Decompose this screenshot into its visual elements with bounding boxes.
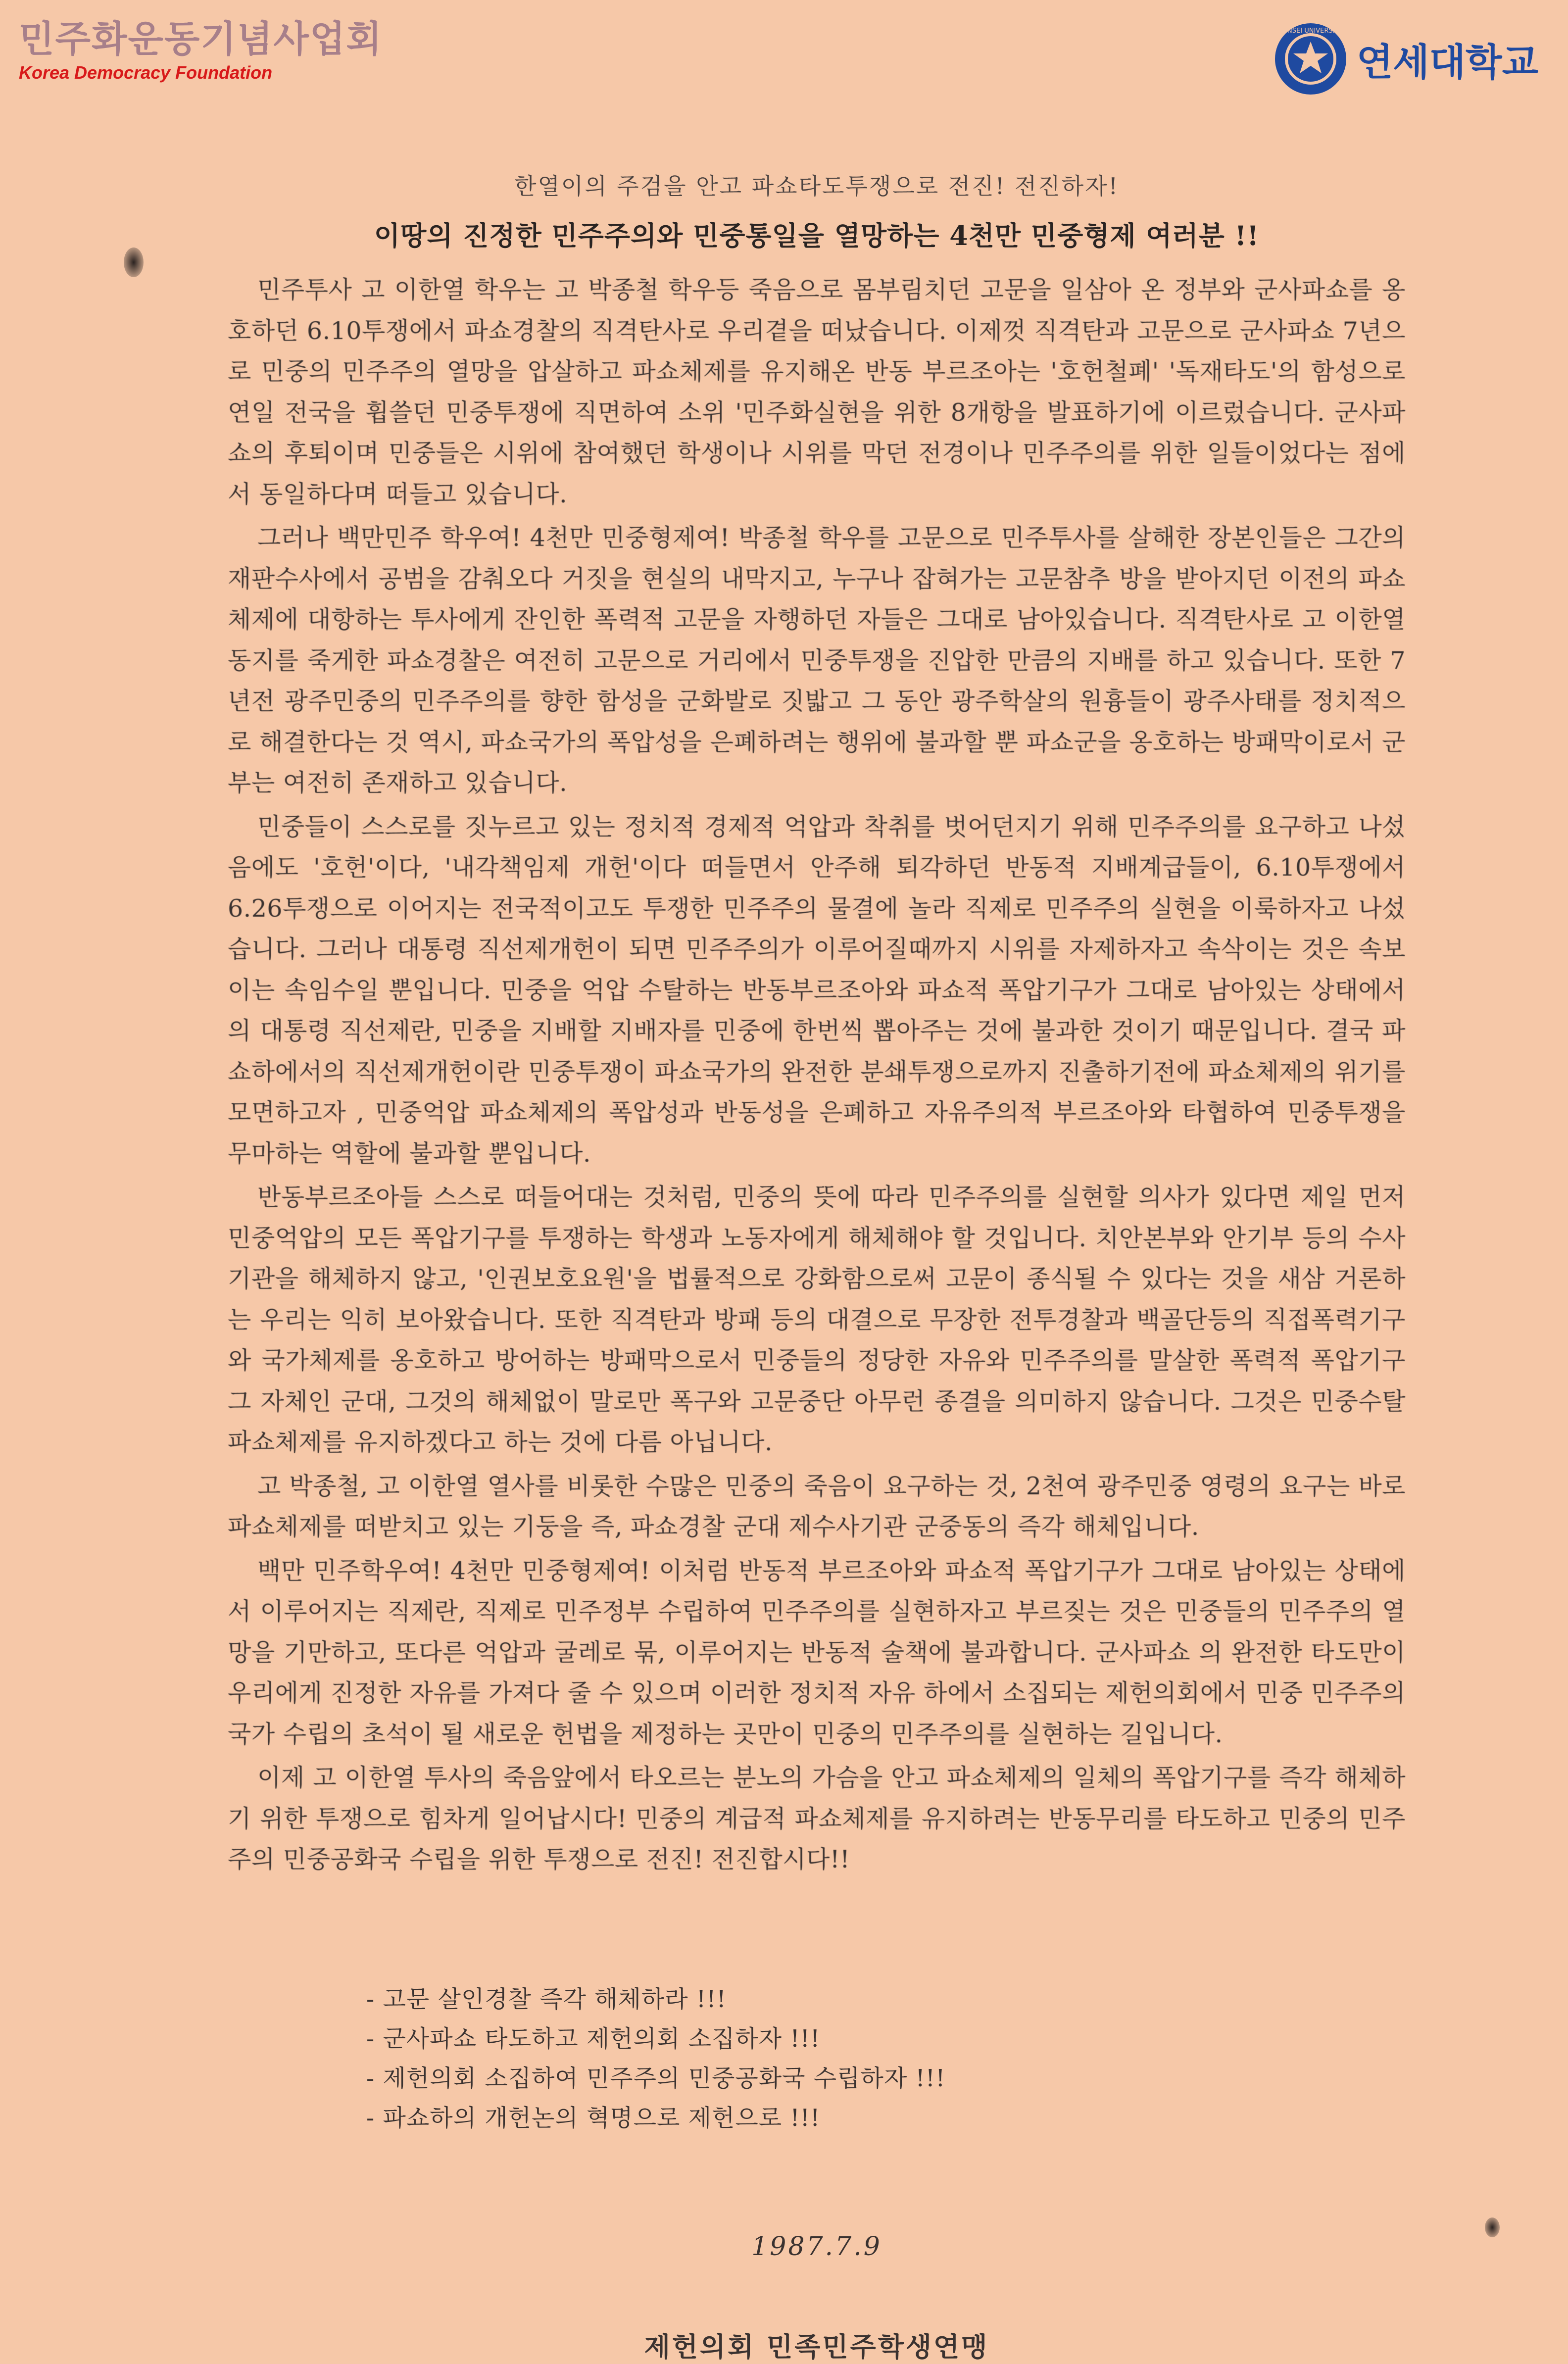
demand-item: - 제헌의회 소집하여 민주주의 민중공화국 수립하자 !!! — [366, 2064, 946, 2092]
foundation-name-korean: 민주화운동기념사업회 — [19, 18, 383, 60]
paragraph: 백만 민주학우여! 4천만 민중형제여! 이처럼 반동적 부르조아와 파쇼적 폭압기구가 그대로 남아있는 상태에서 이루어지는 직제란, 직제로 민주정부 수립하여 민주주의를 실현하자고 부르짖는 것은 민중들의 민주주의 열망을 기만하고, 또다른 억압과 굴레로 묶, 이루어지는 반동적 술책에 불과합니다. 군사파쇼 의 완전한 타도만이 우리에게 진정한 자유를 가져다 줄 수 있으며 이러한 정치적 자유 하에서 소집되는 제헌의회에서 민중 민주주의국가 수립의 초석이 될 새로운 헌법을 제정하는 곳만이 민중의 민주주의를 실현하는 길입니다. — [228, 1556, 1406, 1748]
university-seal-icon — [1274, 22, 1348, 96]
paragraph: 반동부르조아들 스스로 떠들어대는 것처럼, 민중의 뜻에 따라 민주주의를 실현할 의사가 있다면 제일 먼저 민중억압의 모든 폭압기구를 투쟁하는 학생과 노동자에게 해체해야 할 것입니다. 치안본부와 안기부 등의 수사기관을 해체하지 않고, '인권보호요원'을 법률적으로 강화함으로써 고문이 종식될 수 있다는 것을 새삼 거론하는 우리는 익히 보아왔습니다. 또한 직격탄과 방패 등의 대결으로 무장한 전투경찰과 백골단등의 직접폭력기구 와 국가체제를 옹호하고 방어하는 방패막으로서 민중들의 정당한 자유와 민주주의를 말살한 폭력적 폭압기구 그 자체인 군대, 그것의 해체없이 말로만 폭구와 고문중단 아무런 종결을 의미하지 않습니다. 그것은 민중수탈 파쇼체제를 유지하겠다고 하는 것에 다름 아닙니다. — [228, 1183, 1406, 1456]
leaflet-body — [228, 168, 1406, 2364]
leaflet-headline: 이땅의 진정한 민주주의와 민중통일을 열망하는 4천만 민중형제 여러분 !! — [374, 220, 1260, 251]
ink-smudge — [1485, 2217, 1500, 2237]
paragraph: 이제 고 이한열 투사의 죽음앞에서 타오르는 분노의 가슴을 안고 파쇼체제의 일체의 폭압기구를 즉각 해체하기 위한 투쟁으로 힘차게 일어납시다! 민중의 계급적 파쇼체제를 유지하려는 반동무리를 타도하고 민중의 민주주의 민중공화국 수립을 위한 투쟁으로 전진! 전진합시다!! — [228, 1764, 1406, 1873]
leaflet-slogan: 한열이의 주검을 안고 파쇼타도투쟁으로 전진! 전진하자! — [514, 173, 1120, 199]
university-name: 연세대학교 — [1356, 40, 1538, 84]
paragraph: 민중들이 스스로를 짓누르고 있는 정치적 경제적 억압과 착취를 벗어던지기 위해 민주주의를 요구하고 나섰음에도 '호헌'이다, '내각책임제 개헌'이다 떠들면서 안주해 퇴각하던 반동적 지배계급들이, 6.10투쟁에서 6.26투쟁으로 이어지는 전국적이고도 투쟁한 민주주의 물결에 놀라 직제로 민주주의 실현을 이룩하자고 나섰습니다. 그러나 대통령 직선제개헌이 되면 민주주의가 이루어질때까지 시위를 자제하자고 속삭이는 것은 속보이는 속임수일 뿐입니다. 민중을 억압 수탈하는 반동부르조아와 파쇼적 폭압기구가 그대로 남아있는 상태에서의 대통령 직선제란, 민중을 지배할 지배자를 민중에 한번씩 뽑아주는 것에 불과한 것이기 때문입니다. 결국 파쇼하에서의 직선제개헌이란 민중투쟁이 파쇼국가의 완전한 분쇄투쟁으로까지 진출하기전에 파쇼체제의 위기를 모면하고자 , 민중억압 파쇼체제의 폭압성과 반동성을 은폐하고 자유주의적 부르조아와 타협하여 민중투쟁을 무마하는 역할에 불과할 뿐입니다. — [228, 812, 1406, 1168]
demand-item: - 파쇼하의 개헌논의 혁명으로 제헌으로 !!! — [366, 2104, 821, 2132]
paragraph: 고 박종철, 고 이한열 열사를 비롯한 수많은 민중의 죽음이 요구하는 것, 2천여 광주민중 영령의 요구는 바로 파쇼체제를 떠받치고 있는 기둥을 즉, 파쇼경찰 군대 제수사기관 군중동의 즉각 해체입니다. — [228, 1472, 1406, 1541]
ink-smudge — [124, 247, 144, 277]
paragraph: 민주투사 고 이한열 학우는 고 박종철 학우등 죽음으로 몸부림치던 고문을 일삼아 온 정부와 군사파쇼를 옹호하던 6.10투쟁에서 파쇼경찰의 직격탄사로 우리곁을 떠났습니다. 이제껏 직격탄과 고문으로 군사파쇼 7년으로 민중의 민주주의 열망을 압살하고 파쇼체제를 유지해온 반동 부르조아는 '호헌철폐' '독재타도'의 함성으로 연일 전국을 휩쓸던 민중투쟁에 직면하여 소위 '민주화실현을 위한 8개항을 발표하기에 이르렀습니다. 군사파쇼의 후퇴이며 민중들은 시위에 참여했던 학생이나 시위를 막던 전경이나 민주주의를 위한 일들이었다는 점에서 동일하다며 떠들고 있습니다. — [228, 276, 1406, 508]
document-date: 1987.7.9 — [751, 2231, 882, 2262]
foundation-logo — [19, 18, 383, 83]
paragraph: 그러나 백만민주 학우여! 4천만 민중형제여! 박종철 학우를 고문으로 민주투사를 살해한 장본인들은 그간의 재판수사에서 공범을 감춰오다 거짓을 현실의 내막지고, 누구나 잡혀가는 고문참추 방을 받아지던 이전의 파쇼체제에 대항하는 투사에게 잔인한 폭력적 고문을 자행하던 자들은 그대로 남아있습니다. 직격탄사로 고 이한열 동지를 죽게한 파쇼경찰은 여전히 고문으로 거리에서 민중투쟁을 진압한 만큼의 지배를 하고 있습니다. 또한 7년전 광주민중의 민주주의를 향한 함성을 군화발로 짓밟고 그 동안 광주학살의 원흉들이 광주사태를 정치적으로 해결한다는 것 역시, 파쇼국가의 폭압성을 은폐하려는 행위에 불과할 뿐 파쇼군을 옹호하는 방패막이로서 군부는 여전히 존재하고 있습니다. — [228, 524, 1406, 797]
document-signature: 제헌의회 민족민주학생연맹 — [644, 2330, 989, 2363]
foundation-name-english: Korea Democracy Foundation — [19, 62, 273, 83]
svg-text:YONSEI UNIVERSITY: YONSEI UNIVERSITY — [1278, 27, 1343, 35]
university-logo — [1274, 22, 1538, 96]
demand-item: - 군사파쇼 타도하고 제헌의회 소집하자 !!! — [366, 2024, 821, 2053]
demand-item: - 고문 살인경찰 즉각 해체하라 !!! — [366, 1985, 727, 2013]
demands-list — [366, 1979, 1406, 2138]
